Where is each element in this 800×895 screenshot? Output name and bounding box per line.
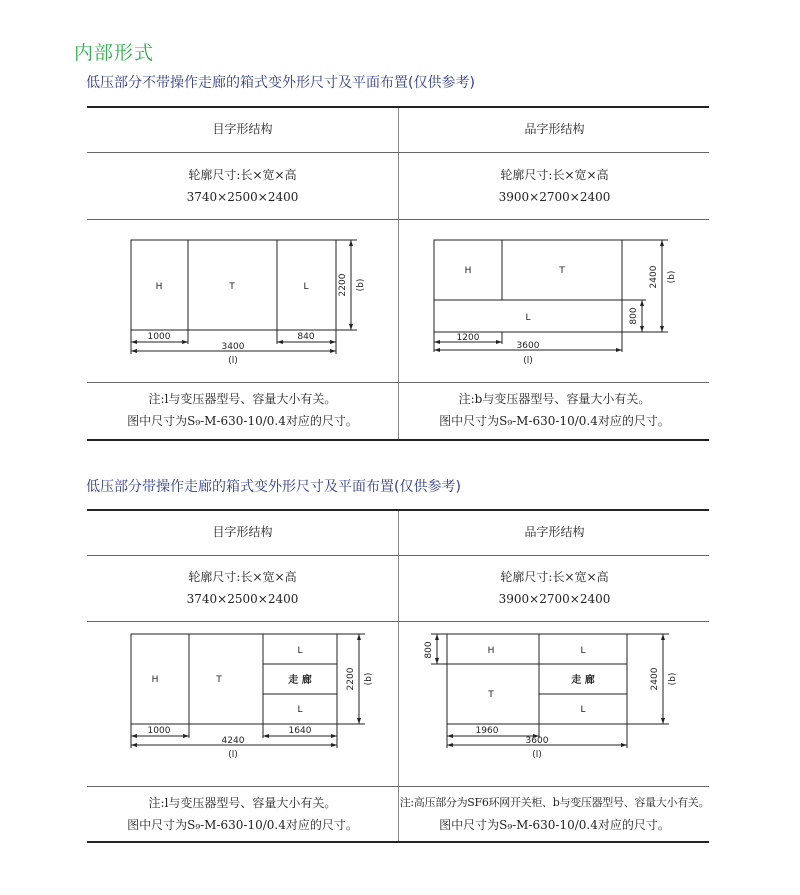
dim-b: 840 <box>297 332 315 342</box>
table-1-right-dim-value: 3900×2700×2400 <box>498 190 611 204</box>
label-t: T <box>488 690 494 700</box>
label-t: T <box>216 675 222 685</box>
dim-total: 4240 <box>221 736 245 746</box>
table-2-left-note-2: 图中尺寸为S₉-M-630-10/0.4对应的尺寸。 <box>127 818 358 832</box>
table-1-left-note-2: 图中尺寸为S₉-M-630-10/0.4对应的尺寸。 <box>127 414 358 428</box>
label-h: H <box>155 282 163 292</box>
dim-total-symbol: (l) <box>228 356 238 366</box>
table-1-left-header: 目字形结构 <box>212 122 273 136</box>
dim-a: 1200 <box>456 333 480 343</box>
diagram-2-right <box>425 626 685 766</box>
dim-height: 2200 <box>338 273 348 297</box>
label-h: H <box>151 675 159 685</box>
table-2-right-dim-label: 轮廓尺寸:长×宽×高 <box>500 570 609 584</box>
dim-height: 2400 <box>650 667 660 691</box>
table-2-bottom-rule <box>87 841 709 843</box>
dim-height: 2400 <box>649 265 659 289</box>
dim-sub: 800 <box>424 641 434 659</box>
label-h: H <box>464 266 472 276</box>
diagram-2-left <box>125 626 374 766</box>
label-l-top: L <box>580 646 586 656</box>
dim-total: 3400 <box>221 342 245 352</box>
dim-total: 3600 <box>516 341 540 351</box>
label-corridor: 走 廊 <box>571 675 595 686</box>
table-2-left-note-1: 注:l与变压器型号、容量大小有关。 <box>148 796 337 810</box>
table-1-right-dim-label: 轮廓尺寸:长×宽×高 <box>500 168 609 182</box>
table-1-left-dim-value: 3740×2500×2400 <box>186 190 299 204</box>
label-l-bottom: L <box>580 705 586 715</box>
dim-height-symbol: (b) <box>667 270 677 284</box>
label-l-top: L <box>297 646 303 656</box>
dim-height-symbol: (b) <box>364 672 374 686</box>
table-2-right-note-1: 注:高压部分为SF6环网开关柜、b与变压器型号、容量大小有关。 <box>399 796 710 809</box>
table-2-left-header: 目字形结构 <box>212 525 273 539</box>
table-2-rule-2 <box>87 621 709 622</box>
label-l-bottom: L <box>297 705 303 715</box>
label-t: T <box>559 266 565 276</box>
table-1-right-note-1: 注:b与变压器型号、容量大小有关。 <box>458 392 651 406</box>
dim-height: 2200 <box>346 667 356 691</box>
table-2-left-dim-label: 轮廓尺寸:长×宽×高 <box>188 570 297 584</box>
table-1-left-dim-label: 轮廓尺寸:长×宽×高 <box>188 168 297 182</box>
dim-height-symbol: (b) <box>356 278 366 292</box>
table-2-left-dim-value: 3740×2500×2400 <box>186 592 299 606</box>
diagram-1-right <box>430 232 680 372</box>
table-2-right-note-2: 图中尺寸为S₉-M-630-10/0.4对应的尺寸。 <box>439 818 670 832</box>
table-2-right-dim-value: 3900×2700×2400 <box>498 592 611 606</box>
diagram-1-left <box>125 232 365 372</box>
dim-a: 1000 <box>147 332 171 342</box>
dim-a: 1000 <box>147 726 171 736</box>
table-1-rule-3 <box>87 382 709 383</box>
dim-sub: 800 <box>629 307 639 325</box>
table-2-rule-1 <box>87 555 709 556</box>
page-title: 内部形式 <box>74 42 155 64</box>
table-1-rule-1 <box>87 152 709 153</box>
label-l: L <box>525 313 531 323</box>
table-2-right-header: 品字形结构 <box>524 525 585 539</box>
label-h: H <box>487 646 495 656</box>
table-1-left-note-1: 注:l与变压器型号、容量大小有关。 <box>148 392 337 406</box>
table-1-bottom-rule <box>87 439 709 441</box>
dim-total: 3600 <box>525 736 549 746</box>
label-l: L <box>303 282 309 292</box>
dim-a: 1960 <box>475 726 499 736</box>
table-1-right-note-2: 图中尺寸为S₉-M-630-10/0.4对应的尺寸。 <box>439 414 670 428</box>
table-2-rule-3 <box>87 786 709 787</box>
dim-total-symbol: (l) <box>228 750 238 760</box>
table-1-rule-2 <box>87 219 709 220</box>
dim-total-symbol: (l) <box>532 750 542 760</box>
section-2-title: 低压部分带操作走廊的箱式变外形尺寸及平面布置(仅供参考) <box>86 479 461 495</box>
section-1-title: 低压部分不带操作走廊的箱式变外形尺寸及平面布置(仅供参考) <box>86 75 475 91</box>
dim-b: 1640 <box>288 726 312 736</box>
label-t: T <box>229 282 235 292</box>
label-corridor: 走 廊 <box>288 675 312 686</box>
table-1-right-header: 品字形结构 <box>524 122 585 136</box>
dim-height-symbol: (b) <box>668 672 678 686</box>
dim-total-symbol: (l) <box>523 356 533 366</box>
